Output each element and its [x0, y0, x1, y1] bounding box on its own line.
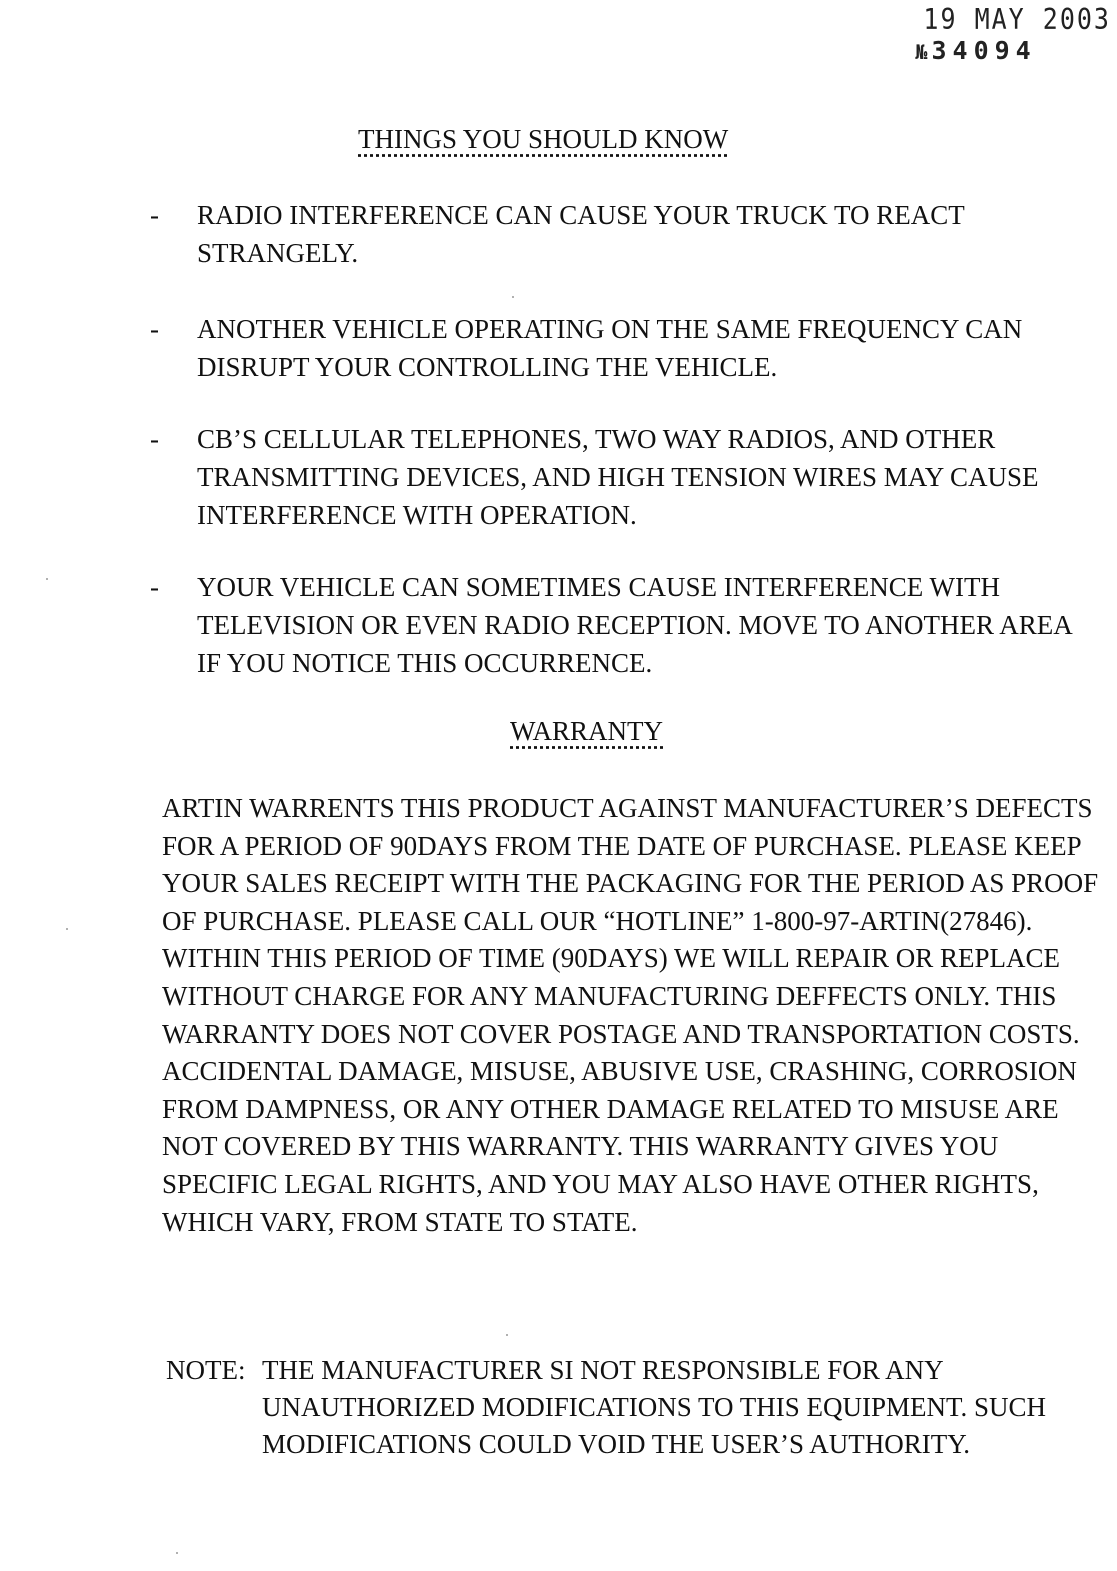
stamp-number-row [915, 34, 1111, 69]
bullet-item [150, 196, 1100, 272]
scan-speck [506, 1334, 508, 1336]
scan-speck [66, 928, 68, 930]
warranty-heading: WARRANTY [510, 716, 663, 746]
bullet-text: ANOTHER VEHICLE OPERATING ON THE SAME FREQUENCY CAN DISRUPT YOUR CONTROLLING THE VEHICLE. [197, 314, 1023, 382]
note-block [166, 1352, 1066, 1463]
note-text: THE MANUFACTURER SI NOT RESPONSIBLE FOR ANY UNAUTHORIZED MODIFICATIONS TO THIS EQUIPMENT. SUCH MODIFICATIONS COULD VOID THE USER’S AUTHORITY. [262, 1355, 1047, 1459]
bullet-text: RADIO INTERFERENCE CAN CAUSE YOUR TRUCK TO REACT STRANGELY. [197, 200, 965, 268]
bullet-dash: - [150, 314, 159, 344]
scan-speck [46, 578, 48, 580]
bullet-item [150, 420, 1100, 534]
bullet-item [150, 568, 1100, 682]
bullet-item [150, 310, 1100, 386]
scan-speck [512, 296, 514, 298]
bullet-text: CB’S CELLULAR TELEPHONES, TWO WAY RADIOS, AND OTHER TRANSMITTING DEVICES, AND HIGH TENSION WIRES MAY CAUSE INTERFERENCE WITH OPERATION. [197, 424, 1039, 530]
stamp-number: 34094 [931, 36, 1037, 65]
warranty-paragraph: ARTIN WARRENTS THIS PRODUCT AGAINST MANUFACTURER’S DEFECTS FOR A PERIOD OF 90DAYS FROM THE DATE OF PURCHASE. PLEASE KEEP YOUR SALES RECEIPT WITH THE PACKAGING FOR THE PERIOD AS PROOF OF PURCHASE. PLEASE CALL OUR “HOTLINE” 1-800-97-ARTIN(27846). WITHIN THIS PERIOD OF TIME (90DAYS) WE WILL REPAIR OR REPLACE WITHOUT CHARGE FOR ANY MANUFACTURING DEFFECTS ONLY. THIS WARRANTY DOES NOT COVER POSTAGE AND TRANSPORTATION COSTS. ACCIDENTAL DAMAGE, MISUSE, ABUSIVE USE, CRASHING, CORROSION FROM DAMPNESS, OR ANY OTHER DAMAGE RELATED TO MISUSE ARE NOT COVERED BY THIS WARRANTY. THIS WARRANTY GIVES YOU SPECIFIC LEGAL RIGHTS, AND YOU MAY ALSO HAVE OTHER RIGHTS, WHICH VARY, FROM STATE TO STATE. [162, 793, 1099, 1237]
bullet-dash: - [150, 424, 159, 454]
received-stamp [915, 0, 1111, 69]
bullet-text: YOUR VEHICLE CAN SOMETIMES CAUSE INTERFERENCE WITH TELEVISION OR EVEN RADIO RECEPTION. MOVE TO ANOTHER AREA IF YOU NOTICE THIS OCCURRENCE. [197, 572, 1072, 678]
scan-speck [176, 1552, 178, 1554]
bullet-dash: - [150, 572, 159, 602]
things-you-should-know-heading: THINGS YOU SHOULD KNOW [358, 124, 729, 154]
stamp-number-prefix: № [915, 40, 928, 64]
stamp-date: 19 MAY 2003 [923, 2, 1111, 36]
note-label: NOTE: [166, 1355, 246, 1385]
bullet-dash: - [150, 200, 159, 230]
